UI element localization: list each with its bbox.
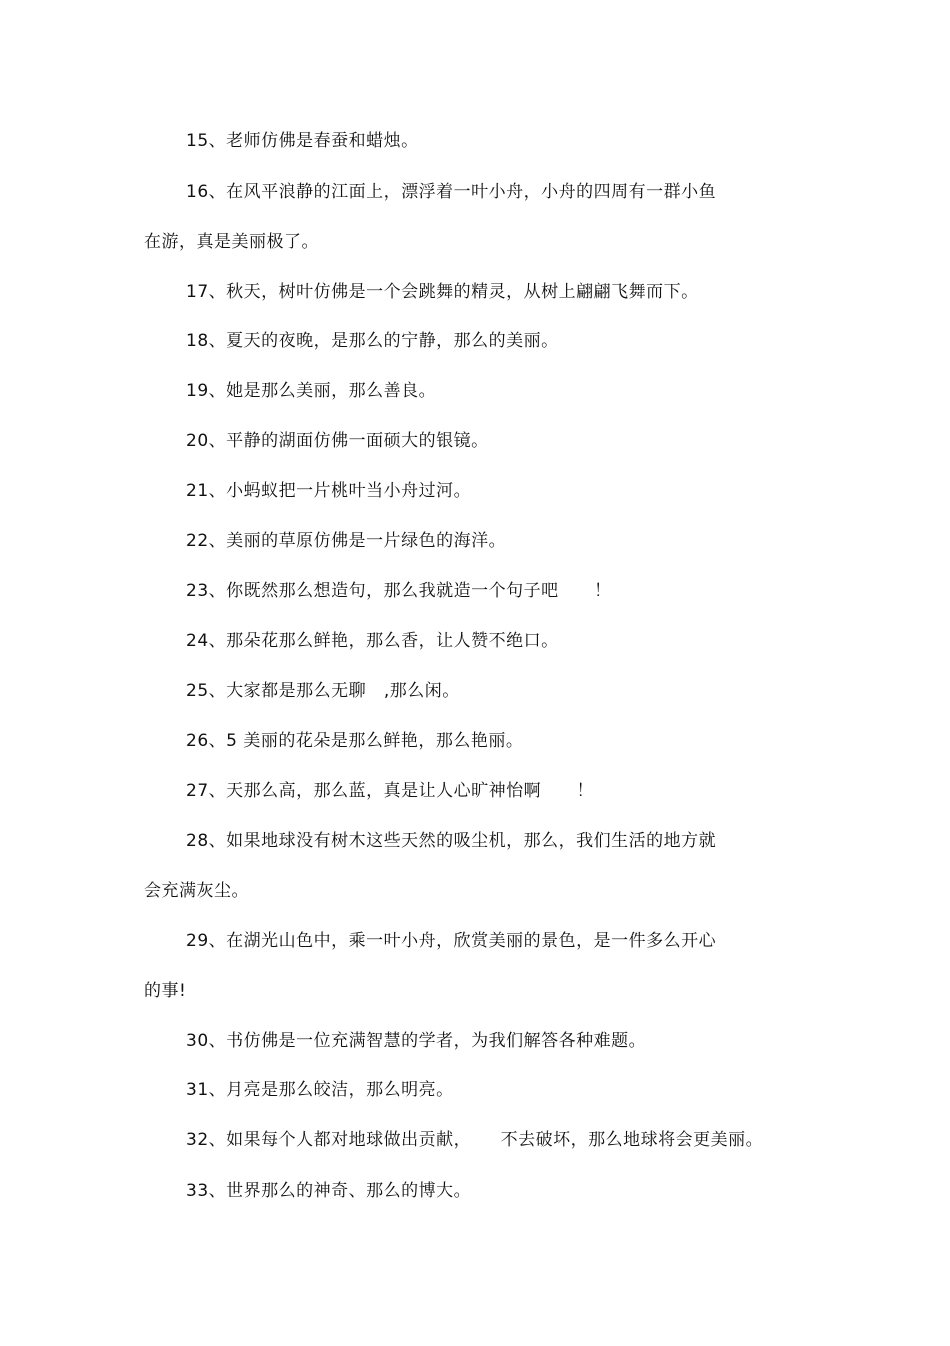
sentence-19: 19、她是那么美丽，那么善良。 bbox=[186, 381, 437, 401]
sentence-26: 26、5 美丽的花朵是那么鲜艳，那么艳丽。 bbox=[186, 731, 524, 751]
sentence-22: 22、美丽的草原仿佛是一片绿色的海洋。 bbox=[186, 531, 507, 551]
sentence-28: 28、如果地球没有树木这些天然的吸尘机，那么，我们生活的地方就 bbox=[186, 831, 717, 851]
sentence-31: 31、月亮是那么皎洁，那么明亮。 bbox=[186, 1080, 454, 1100]
sentence-32: 32、如果每个人都对地球做出贡献， 不去破坏，那么地球将会更美丽。 bbox=[186, 1130, 764, 1150]
sentence-18: 18、夏天的夜晚，是那么的宁静，那么的美丽。 bbox=[186, 331, 559, 351]
sentence-28-cont: 会充满灰尘。 bbox=[144, 881, 249, 901]
sentence-20: 20、平静的湖面仿佛一面硕大的银镜。 bbox=[186, 431, 489, 451]
sentence-24: 24、那朵花那么鲜艳，那么香，让人赞不绝口。 bbox=[186, 631, 559, 651]
sentence-30: 30、书仿佛是一位充满智慧的学者，为我们解答各种难题。 bbox=[186, 1031, 647, 1051]
sentence-21: 21、小蚂蚁把一片桃叶当小舟过河。 bbox=[186, 481, 472, 501]
sentence-23: 23、你既然那么想造句，那么我就造一个句子吧 ！ bbox=[186, 581, 612, 601]
sentence-15: 15、老师仿佛是春蚕和蜡烛。 bbox=[186, 131, 419, 151]
sentence-33: 33、世界那么的神奇、那么的博大。 bbox=[186, 1181, 472, 1201]
sentence-16-cont: 在游，真是美丽极了。 bbox=[144, 232, 319, 252]
sentence-25: 25、大家都是那么无聊 ,那么闲。 bbox=[186, 681, 460, 701]
sentence-29-cont: 的事! bbox=[144, 981, 187, 1001]
sentence-29: 29、在湖光山色中，乘一叶小舟，欣赏美丽的景色，是一件多么开心 bbox=[186, 931, 717, 951]
sentence-27: 27、天那么高，那么蓝，真是让人心旷神怡啊 ！ bbox=[186, 781, 595, 801]
sentence-16: 16、在风平浪静的江面上，漂浮着一叶小舟，小舟的四周有一群小鱼 bbox=[186, 182, 717, 202]
sentence-17: 17、秋天，树叶仿佛是一个会跳舞的精灵，从树上翩翩飞舞而下。 bbox=[186, 282, 699, 302]
